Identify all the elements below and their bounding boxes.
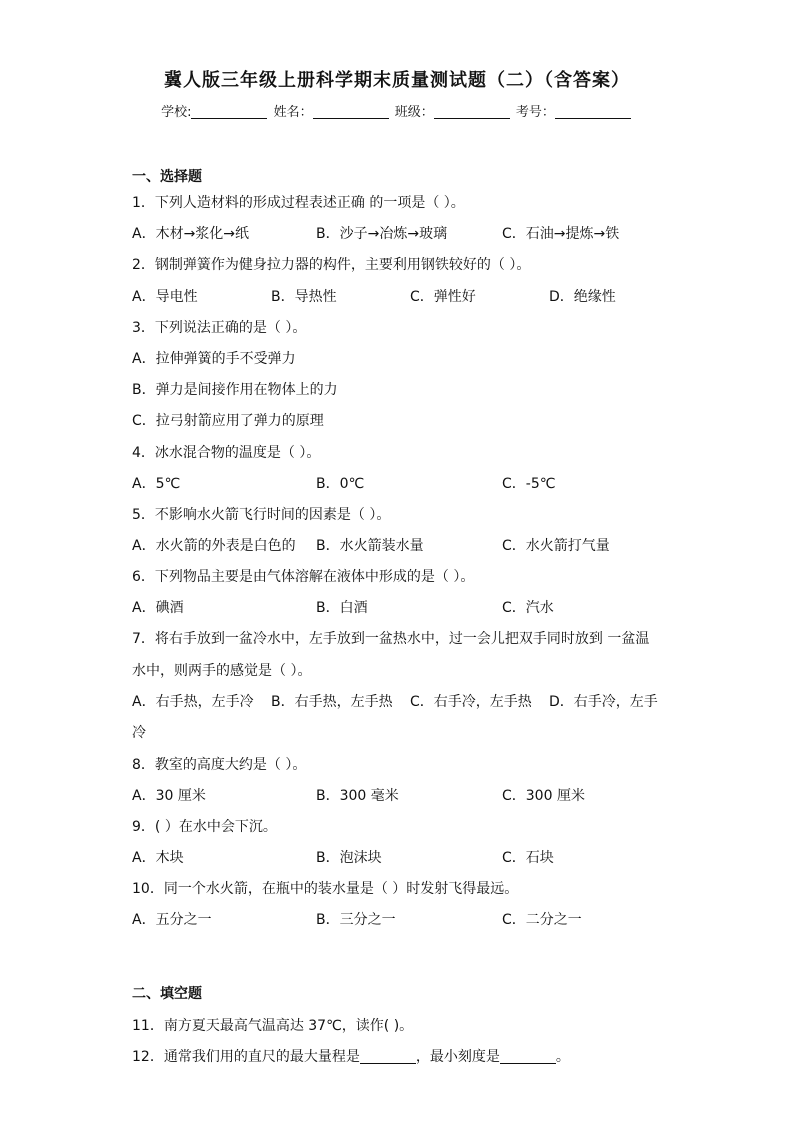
q3-option-c: C．拉弓射箭应用了弹力的原理 [132,413,324,429]
q2-option-b: B．导热性 [271,289,337,305]
class-label: 班级： [394,105,434,120]
q12-blank-1[interactable] [360,1049,416,1064]
question-3: 3．下列说法正确的是（ ）。 [132,320,307,336]
q8-option-b: B．300 毫米 [316,788,399,804]
q1-option-b: B．沙子→冶炼→玻璃 [316,226,448,242]
q12-blank-2[interactable] [500,1049,556,1064]
q5-option-c: C．水火箭打气量 [502,538,610,554]
student-info-line [0,101,794,120]
school-label: 学校: [161,105,192,120]
question-8: 8．教室的高度大约是（ ）。 [132,757,307,773]
q7-option-b: B．右手热，左手热 [271,694,393,710]
q10-option-b: B．三分之一 [316,912,396,928]
q6-option-b: B．白酒 [316,600,368,616]
question-5: 5．不影响水火箭飞行时间的因素是（ ）。 [132,507,391,523]
page-title: 冀人版三年级上册科学期末质量测试题（二）（含答案） [164,70,630,91]
q1-option-c: C．石油→提炼→铁 [502,226,620,242]
question-12 [132,1046,570,1066]
q3-option-a: A．拉伸弹簧的手不受弹力 [132,351,296,367]
q7-option-a: A．右手热，左手冷 [132,694,254,710]
q12-text-b: ，最小刻度是 [415,1049,500,1065]
q2-option-a: A．导电性 [132,289,198,305]
q9-option-a: A．木块 [132,850,184,866]
question-10: 10．同一个水火箭，在瓶中的装水量是（ ）时发射飞得最远。 [132,881,519,897]
q3-option-b: B．弹力是间接作用在物体上的力 [132,382,338,398]
q7-option-c: C．右手冷，左手热 [410,694,532,710]
q9-option-c: C．石块 [502,850,554,866]
question-11: 11．南方夏天最高气温高达 37℃，读作( )。 [132,1018,414,1034]
section-heading-choice: 一、选择题 [132,169,202,185]
section-heading-fill: 二、填空题 [132,986,202,1002]
class-blank[interactable] [434,104,510,119]
question-2: 2．钢制弹簧作为健身拉力器的构件，主要利用钢铁较好的（ ）。 [132,257,531,273]
q12-text-a: 12．通常我们用的直尺的最大量程是 [132,1049,360,1065]
question-6: 6．下列物品主要是由气体溶解在液体中形成的是（ ）。 [132,569,475,585]
q8-option-c: C．300 厘米 [502,788,585,804]
q4-option-c: C．-5℃ [502,476,556,492]
q6-option-a: A．碘酒 [132,600,184,616]
number-label: 考号： [515,105,555,120]
q5-option-a: A．水火箭的外表是白色的 [132,538,296,554]
question-4: 4．冰水混合物的温度是（ ）。 [132,445,321,461]
q7-option-d-continued: 冷 [132,725,146,741]
q7-option-d: D．右手冷，左手 [549,694,658,710]
q6-option-c: C．汽水 [502,600,554,616]
school-blank[interactable] [191,104,267,119]
question-7-line-2: 水中，则两手的感觉是（ ）。 [132,663,312,679]
q10-option-c: C．二分之一 [502,912,582,928]
q5-option-b: B．水火箭装水量 [316,538,424,554]
question-9: 9．( ）在水中会下沉。 [132,819,277,835]
q8-option-a: A．30 厘米 [132,788,206,804]
question-7-line-1: 7．将右手放到一盆冷水中，左手放到一盆热水中，过一会儿把双手同时放到 一盆温 [132,631,650,647]
q1-option-a: A．木材→浆化→纸 [132,226,250,242]
name-blank[interactable] [313,104,389,119]
q4-option-a: A．5℃ [132,476,181,492]
q4-option-b: B．0℃ [316,476,365,492]
q9-option-b: B．泡沫块 [316,850,382,866]
q12-text-c: 。 [555,1049,570,1065]
number-blank[interactable] [555,104,631,119]
q10-option-a: A．五分之一 [132,912,212,928]
q2-option-d: D．绝缘性 [549,289,616,305]
q2-option-c: C．弹性好 [410,289,476,305]
question-1: 1．下列人造材料的形成过程表述正确 的一项是（ ）。 [132,195,465,211]
name-label: 姓名： [273,105,313,120]
